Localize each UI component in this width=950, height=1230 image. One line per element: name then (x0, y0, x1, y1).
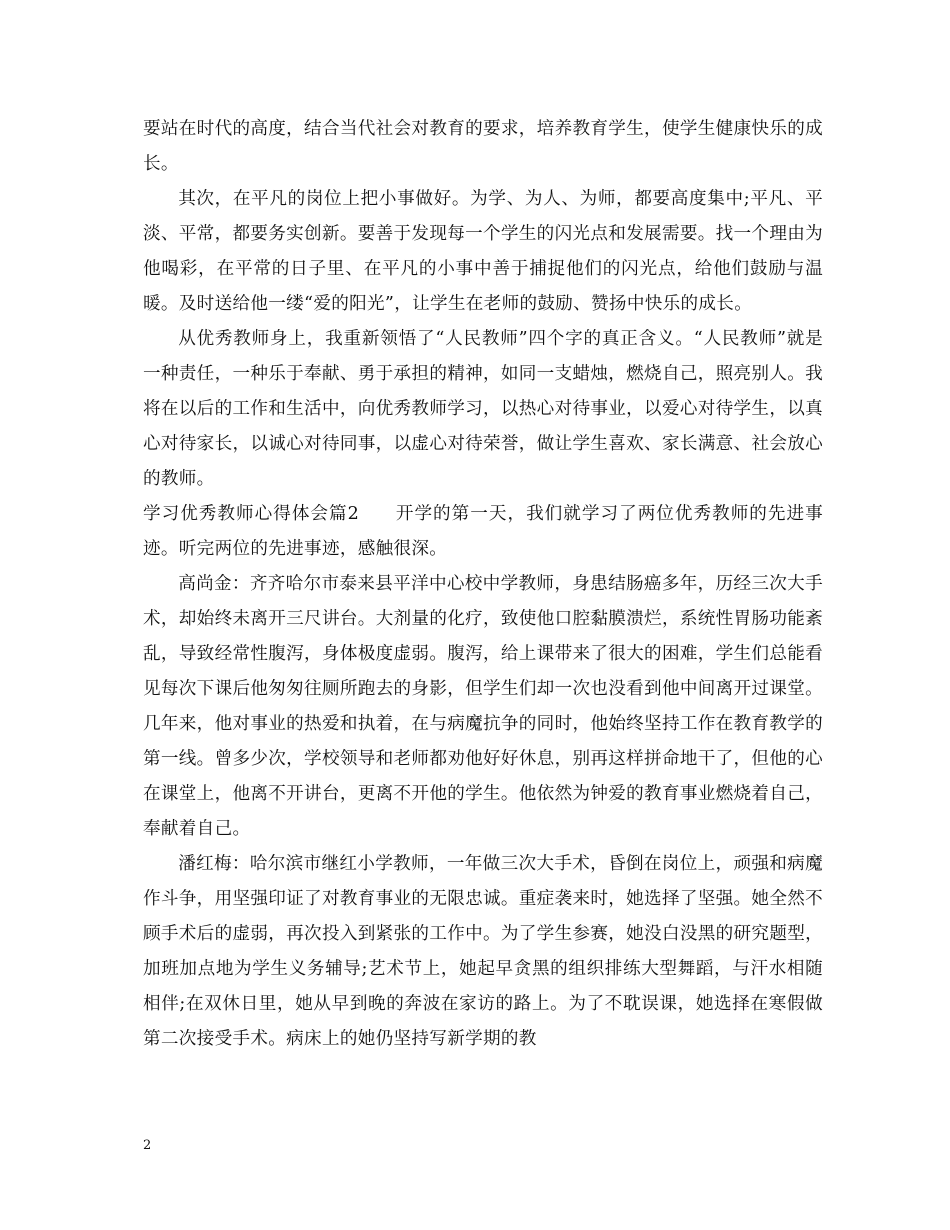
paragraph-conclusion: 从优秀教师身上，我重新领悟了“人民教师”四个字的真正含义。“人民教师”就是一种责任，一种乐于奉献、勇于承担的精神，如同一支蜡烛，燃烧自己，照亮别人。我将在以后的工作和生活中，向优秀教师学习，以热心对待事业，以爱心对待学生，以真心对待家长，以诚心对待同事，以虚心对待荣誉，做让学生喜欢、家长满意、社会放心的教师。 (143, 329, 823, 489)
page-number: 2 (143, 1138, 152, 1153)
section-intro-text: 开学的第一天，我们就学习了两位优秀教师的先进事迹。听完两位的先进事迹，感触很深。 (143, 504, 824, 559)
paragraph-pan-hongmei: 潘红梅：哈尔滨市继红小学教师，一年做三次大手术，昏倒在岗位上，顽强和病魔作斗争，用坚强印证了对教育事业的无限忠诚。重症袭来时，她选择了坚强。她全然不顾手术后的虚弱，再次投入到紧张的工作中。为了学生参赛，她没白没黑的研究题型，加班加点地为学生义务辅导;艺术节上，她起早贪黑的组织排练大型舞蹈，与汗水相随相伴;在双休日里，她从早到晚的奔波在家访的路上。为了不耽误课，她选择在寒假做第二次接受手术。病床上的她仍坚持写新学期的教 (143, 854, 823, 1049)
section-heading: 学习优秀教师心得体会篇2 (143, 504, 360, 524)
paragraph-section-2-start (143, 497, 823, 567)
paragraph-continuation: 要站在时代的高度，结合当代社会对教育的要求，培养教育学生，使学生健康快乐的成长。 (143, 119, 823, 174)
paragraph-second-point: 其次，在平凡的岗位上把小事做好。为学、为人、为师，都要高度集中;平凡、平淡、平常，都要务实创新。要善于发现每一个学生的闪光点和发展需要。找一个理由为他喝彩，在平常的日子里、在平凡的小事中善于捕捉他们的闪光点，给他们鼓励与温暖。及时送给他一缕“爱的阳光”，让学生在老师的鼓励、赞扬中快乐的成长。 (143, 189, 823, 314)
body-text (143, 112, 823, 1057)
paragraph-gao-shangjin: 高尚金：齐齐哈尔市泰来县平洋中心校中学教师，身患结肠癌多年，历经三次大手术，却始终未离开三尺讲台。大剂量的化疗，致使他口腔黏膜溃烂，系统性胃肠功能紊乱，导致经常性腹泻，身体极度虚弱。腹泻，给上课带来了很大的困难，学生们总能看见每次下课后他匆匆往厕所跑去的身影，但学生们却一次也没看到他中间离开过课堂。几年来，他对事业的热爱和执着，在与病魔抗争的同时，他始终坚持工作在教育教学的第一线。曾多少次，学校领导和老师都劝他好好休息，别再这样拼命地干了，但他的心在课堂上，他离不开讲台，更离不开他的学生。他依然为钟爱的教育事业燃烧着自己，奉献着自己。 (143, 574, 823, 839)
